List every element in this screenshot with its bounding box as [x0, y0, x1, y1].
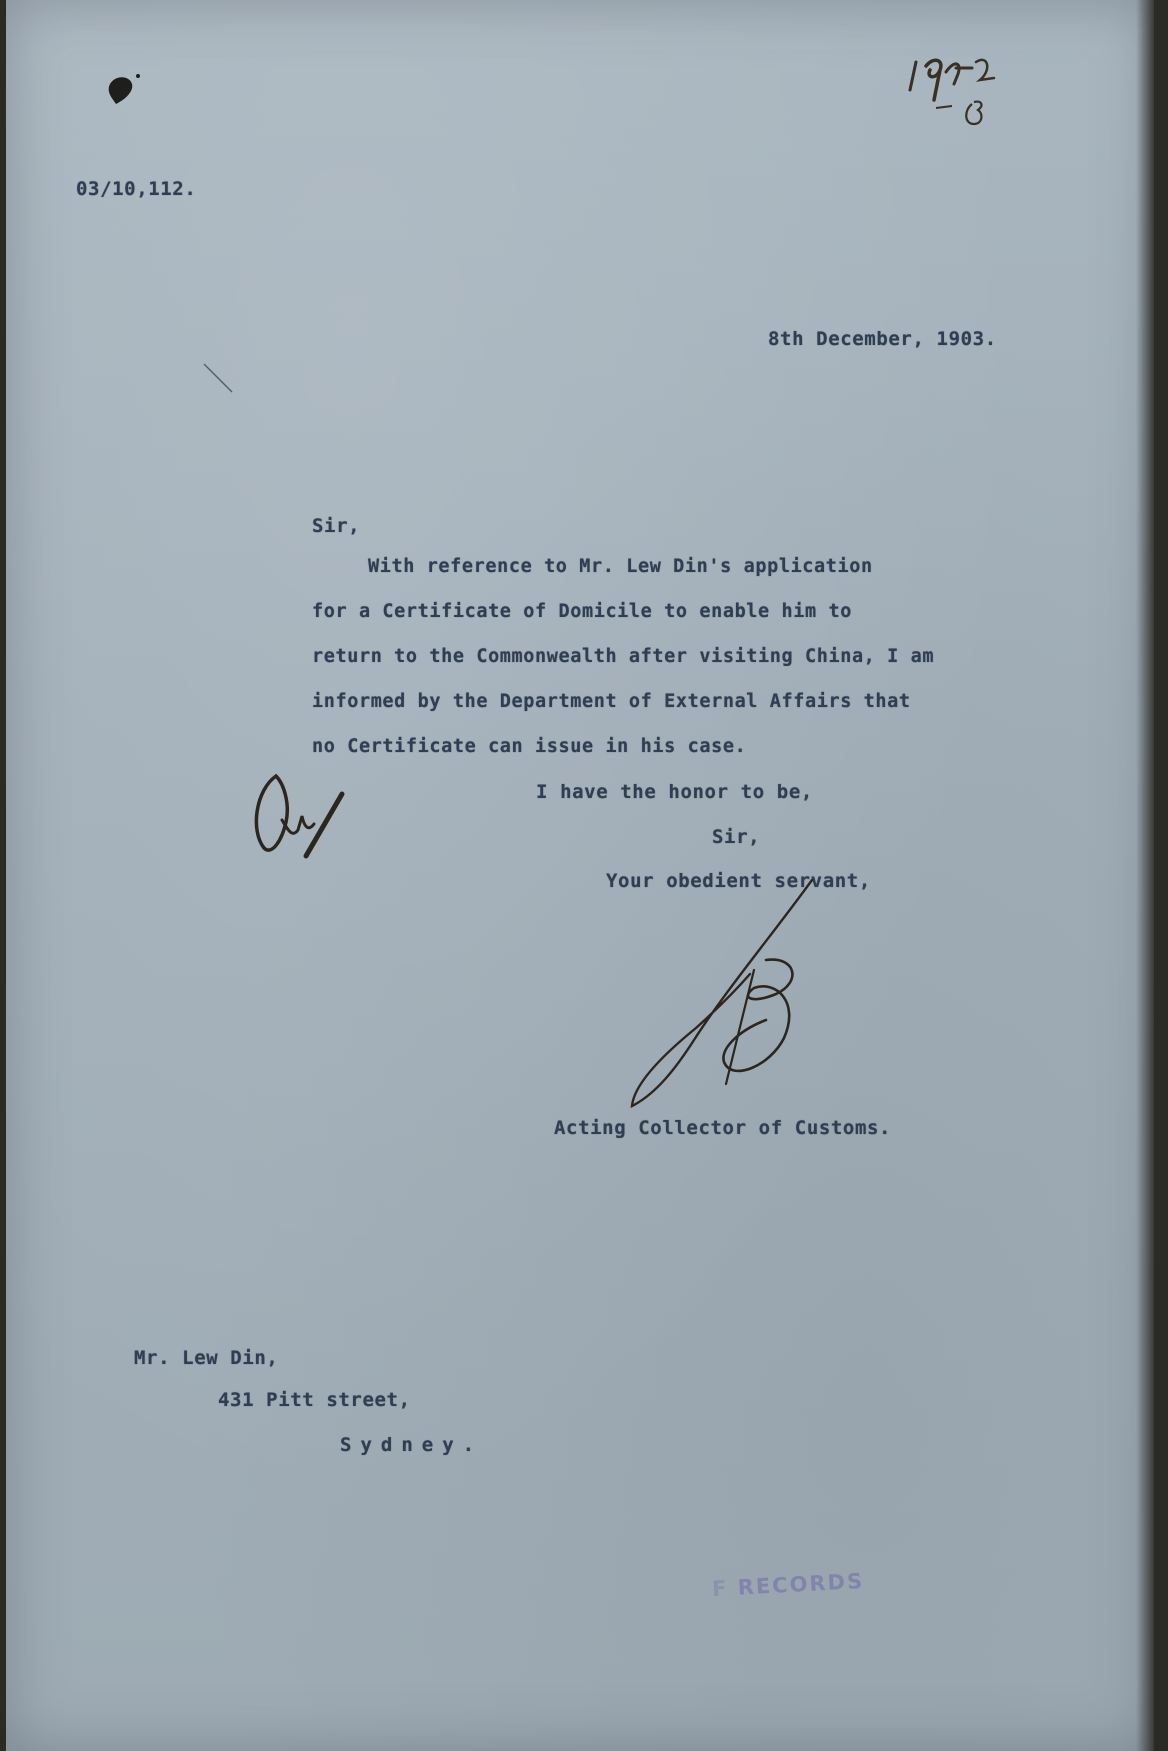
body-line: With reference to Mr. Lew Din's application: [368, 556, 873, 577]
body-line: return to the Commonwealth after visiting China, I am: [312, 646, 935, 667]
letter-sheet: [6, 0, 1154, 1751]
handwritten-annotation: [896, 40, 1036, 140]
closing-line: Sir,: [712, 826, 761, 848]
stamp-prefix: F: [711, 1575, 739, 1601]
addressee-street: 431 Pitt street,: [218, 1389, 411, 1411]
signature: [616, 870, 836, 1110]
letter-date: 8th December, 1903.: [768, 328, 997, 350]
addressee-city: Sydney.: [340, 1434, 484, 1456]
handwritten-initials: [246, 760, 356, 870]
stamp-text: RECORDS: [737, 1569, 865, 1600]
salutation: Sir,: [312, 515, 361, 537]
pencil-mark: [202, 360, 242, 400]
page-edge-shadow: [1136, 0, 1154, 1751]
addressee-name: Mr. Lew Din,: [134, 1347, 279, 1369]
closing-line: Your obedient servant,: [606, 870, 871, 892]
records-stamp: [711, 1569, 864, 1601]
body-line: informed by the Department of External Affairs that: [312, 691, 911, 712]
file-reference: 03/10,112.: [76, 178, 197, 200]
closing-line: I have the honor to be,: [536, 781, 813, 803]
signatory-title: Acting Collector of Customs.: [554, 1117, 892, 1139]
body-line: no Certificate can issue in his case.: [312, 736, 747, 757]
body-line: for a Certificate of Domicile to enable him to: [312, 601, 852, 622]
ink-blot: [102, 70, 152, 110]
